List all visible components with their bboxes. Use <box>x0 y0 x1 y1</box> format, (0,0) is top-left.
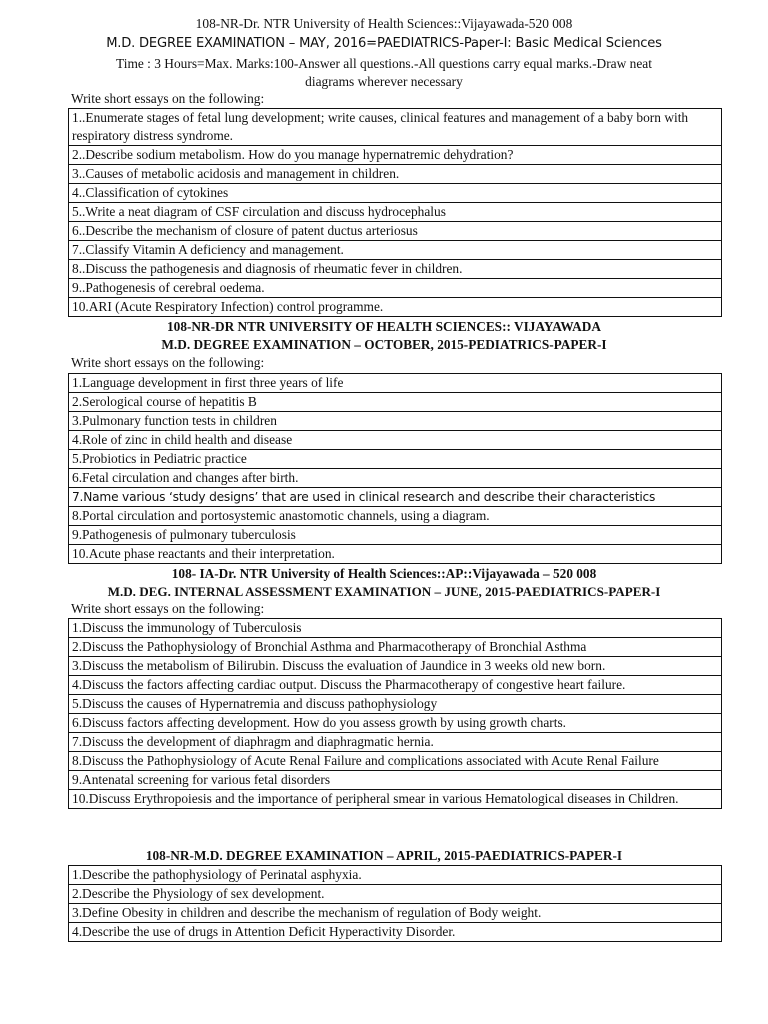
table-row <box>69 469 722 488</box>
question-item: 1.Discuss the immunology of Tuberculosis <box>69 619 722 638</box>
question-item: 4..Classification of cytokines <box>69 184 722 203</box>
section4-question-table <box>68 865 722 942</box>
table-row <box>69 638 722 657</box>
table-row <box>69 507 722 526</box>
section2-question-table <box>68 373 722 564</box>
question-item: 8..Discuss the pathogenesis and diagnosis of rheumatic fever in children. <box>69 260 722 279</box>
question-item: 10.Acute phase reactants and their interpretation. <box>69 545 722 564</box>
question-item: 4.Role of zinc in child health and disease <box>69 431 722 450</box>
table-row <box>69 393 722 412</box>
question-item: 3.Pulmonary function tests in children <box>69 412 722 431</box>
section1-question-table <box>68 108 722 317</box>
table-row <box>69 109 722 146</box>
question-item: 8.Portal circulation and portosystemic anastomotic channels, using a diagram. <box>69 507 722 526</box>
table-row <box>69 146 722 165</box>
section2-heading-university: 108-NR-DR NTR UNIVERSITY OF HEALTH SCIENCES:: VIJAYAWADA <box>167 319 601 334</box>
header-time-marks: Time : 3 Hours=Max. Marks:100-Answer all questions.-All questions carry equal marks.-Draw neat <box>116 56 652 71</box>
header-university-line: 108-NR-Dr. NTR University of Health Sciences::Vijayawada-520 008 <box>195 16 573 31</box>
header-diagrams-note: diagrams wherever necessary <box>305 74 463 89</box>
table-row <box>69 904 722 923</box>
section4-heading-exam: 108-NR-M.D. DEGREE EXAMINATION – APRIL, 2015-PAEDIATRICS-PAPER-I <box>145 848 623 863</box>
question-item: 9.Pathogenesis of pulmonary tuberculosis <box>69 526 722 545</box>
question-item: 6.Discuss factors affecting development. How do you assess growth by using growth charts. <box>69 714 722 733</box>
section3-instruction: Write short essays on the following: <box>71 601 265 616</box>
question-item: 2.Discuss the Pathophysiology of Bronchial Asthma and Pharmacotherapy of Bronchial Asthma <box>69 638 722 657</box>
question-item: 4.Describe the use of drugs in Attention Deficit Hyperactivity Disorder. <box>69 923 722 942</box>
question-item: 3.Define Obesity in children and describe the mechanism of regulation of Body weight. <box>69 904 722 923</box>
table-row <box>69 374 722 393</box>
table-row <box>69 260 722 279</box>
question-item: 3..Causes of metabolic acidosis and management in children. <box>69 165 722 184</box>
header-exam-title: M.D. DEGREE EXAMINATION – MAY, 2016=PAEDIATRICS-Paper-I: Basic Medical Sciences <box>106 36 662 51</box>
table-row <box>69 676 722 695</box>
question-item: 4.Discuss the factors affecting cardiac output. Discuss the Pharmacotherapy of congestive heart failure. <box>69 676 722 695</box>
question-item: 9.Antenatal screening for various fetal disorders <box>69 771 722 790</box>
table-row <box>69 279 722 298</box>
section1-instruction: Write short essays on the following: <box>71 91 265 106</box>
table-row <box>69 165 722 184</box>
question-item: 9..Pathogenesis of cerebral oedema. <box>69 279 722 298</box>
table-row <box>69 450 722 469</box>
question-item: 3.Discuss the metabolism of Bilirubin. Discuss the evaluation of Jaundice in 3 weeks old new born. <box>69 657 722 676</box>
table-row <box>69 923 722 942</box>
question-item: 1..Enumerate stages of fetal lung development; write causes, clinical features and management of a baby born with respiratory distress syndrome. <box>69 109 722 146</box>
question-item: 10.Discuss Erythropoiesis and the importance of peripheral smear in various Hematological diseases in Children. <box>69 790 722 809</box>
question-item: 2.Describe the Physiology of sex development. <box>69 885 722 904</box>
section3-heading-exam: M.D. DEG. INTERNAL ASSESSMENT EXAMINATION – JUNE, 2015-PAEDIATRICS-PAPER-I <box>107 584 661 599</box>
table-row <box>69 241 722 260</box>
table-row <box>69 866 722 885</box>
table-row <box>69 714 722 733</box>
question-item: 2.Serological course of hepatitis B <box>69 393 722 412</box>
table-row <box>69 298 722 317</box>
table-row <box>69 184 722 203</box>
table-row <box>69 222 722 241</box>
question-item: 7..Classify Vitamin A deficiency and management. <box>69 241 722 260</box>
table-row <box>69 657 722 676</box>
table-row <box>69 885 722 904</box>
question-item: 2..Describe sodium metabolism. How do you manage hypernatremic dehydration? <box>69 146 722 165</box>
question-item: 6..Describe the mechanism of closure of patent ductus arteriosus <box>69 222 722 241</box>
question-item: 7.Name various ‘study designs’ that are used in clinical research and describe their characteristics <box>69 488 722 507</box>
question-item: 10.ARI (Acute Respiratory Infection) control programme. <box>69 298 722 317</box>
section2-instruction: Write short essays on the following: <box>71 355 265 370</box>
table-row <box>69 733 722 752</box>
table-row <box>69 203 722 222</box>
table-row <box>69 412 722 431</box>
table-row <box>69 526 722 545</box>
table-row <box>69 488 722 507</box>
question-item: 5.Probiotics in Pediatric practice <box>69 450 722 469</box>
section3-question-table <box>68 618 722 809</box>
question-item: 5.Discuss the causes of Hypernatremia and discuss pathophysiology <box>69 695 722 714</box>
table-row <box>69 431 722 450</box>
table-row <box>69 771 722 790</box>
question-item: 1.Describe the pathophysiology of Perinatal asphyxia. <box>69 866 722 885</box>
table-row <box>69 619 722 638</box>
header-instructions <box>0 55 768 91</box>
table-row <box>69 695 722 714</box>
section2-heading-exam: M.D. DEGREE EXAMINATION – OCTOBER, 2015-PEDIATRICS-PAPER-I <box>161 337 607 352</box>
question-item: 6.Fetal circulation and changes after birth. <box>69 469 722 488</box>
question-item: 8.Discuss the Pathophysiology of Acute Renal Failure and complications associated with Acute Renal Failure <box>69 752 722 771</box>
question-item: 1.Language development in first three years of life <box>69 374 722 393</box>
table-row <box>69 545 722 564</box>
table-row <box>69 790 722 809</box>
question-item: 7.Discuss the development of diaphragm and diaphragmatic hernia. <box>69 733 722 752</box>
table-row <box>69 752 722 771</box>
section3-heading-university: 108- IA-Dr. NTR University of Health Sciences::AP::Vijayawada – 520 008 <box>171 566 597 581</box>
question-item: 5..Write a neat diagram of CSF circulation and discuss hydrocephalus <box>69 203 722 222</box>
